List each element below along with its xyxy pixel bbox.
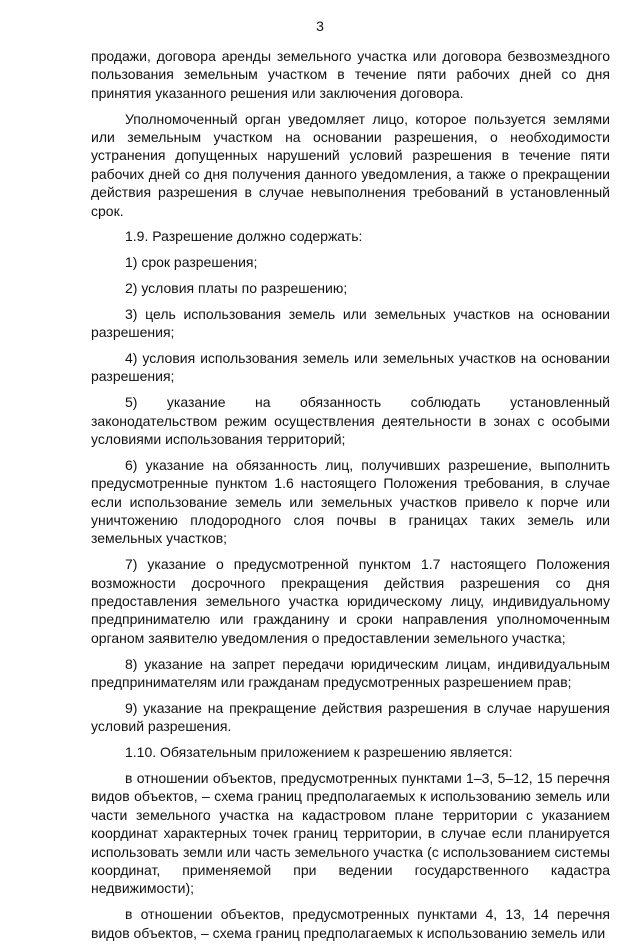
clause-1-9-heading: 1.9. Разрешение должно содержать: [125, 228, 363, 245]
document-body [91, 47, 610, 949]
clause-1-9-item-7: 7) указание о предусмотренной пунктом 1.7 настоящего Положения возможности досрочного прекращения действия разрешения со дня предоставления земельного участка юридическому лицу, индивидуальному предпринимателю или гражданину и сроки направления уполномоченным органом заявителю уведомления о предоставлении земельного участка; [91, 556, 610, 646]
clause-1-10-heading: 1.10. Обязательным приложением к разрешению является: [125, 744, 513, 761]
clause-1-9-item-3: 3) цель использования земель или земельных участков на основании разрешения; [91, 305, 610, 341]
clause-1-10-item-a: в отношении объектов, предусмотренных пунктами 1–3, 5–12, 15 перечня видов объектов, – схема границ предполагаемых к использованию земель или части земельного участка на кадастровом плане территории с указанием координат характерных точек границ территории, в случае если планируется использовать земли или часть земельного участка (с использованием системы координат, применяемой при ведении государственного кадастра недвижимости); [91, 769, 610, 897]
clause-1-9-item-5: 5) указание на обязанность соблюдать установленный законодательством режим осуществления деятельности в зонах с особыми условиями использования территорий; [91, 394, 610, 448]
clause-1-9-item-1: 1) срок разрешения; [125, 254, 258, 271]
page-number: 3 [316, 18, 324, 34]
clause-1-9-item-8: 8) указание на запрет передачи юридическим лицам, индивидуальным предпринимателям или гражданам предусмотренных разрешением прав; [91, 655, 610, 691]
clause-1-9-item-4: 4) условия использования земель или земельных участков на основании разрешения; [91, 350, 610, 385]
clause-1-10-item-b: в отношении объектов, предусмотренных пунктами 4, 13, 14 перечня видов объектов, – схема границ предполагаемых к использованию земель или [91, 906, 610, 941]
paragraph-continuation: продажи, договора аренды земельного участка или договора безвозмездного пользования земельным участком в течение пяти рабочих дней со дня принятия указанного решения или заключения договора. [91, 48, 610, 101]
clause-1-9-item-9: 9) указание на прекращение действия разрешения в случае нарушения условий разрешения. [91, 699, 610, 735]
clause-1-9-item-6: 6) указание на обязанность лиц, получивших разрешение, выполнить предусмотренные пунктом 1.6 настоящего Положения требования, в случае если использование земель или земельных участков привело к порче или уничтожению плодородного слоя почвы в границах таких земель или земельных участков; [91, 456, 610, 547]
paragraph-notification: Уполномоченный орган уведомляет лицо, которое пользуется землями или земельным участком на основании разрешения, о необходимости устранения допущенных нарушений условий разрешения в течение пяти рабочих дней со дня получения данного уведомления, а также о прекращении действия разрешения в случае невыполнения требований в установленный срок. [91, 110, 610, 219]
clause-1-9-item-2: 2) условия платы по разрешению; [125, 280, 348, 297]
